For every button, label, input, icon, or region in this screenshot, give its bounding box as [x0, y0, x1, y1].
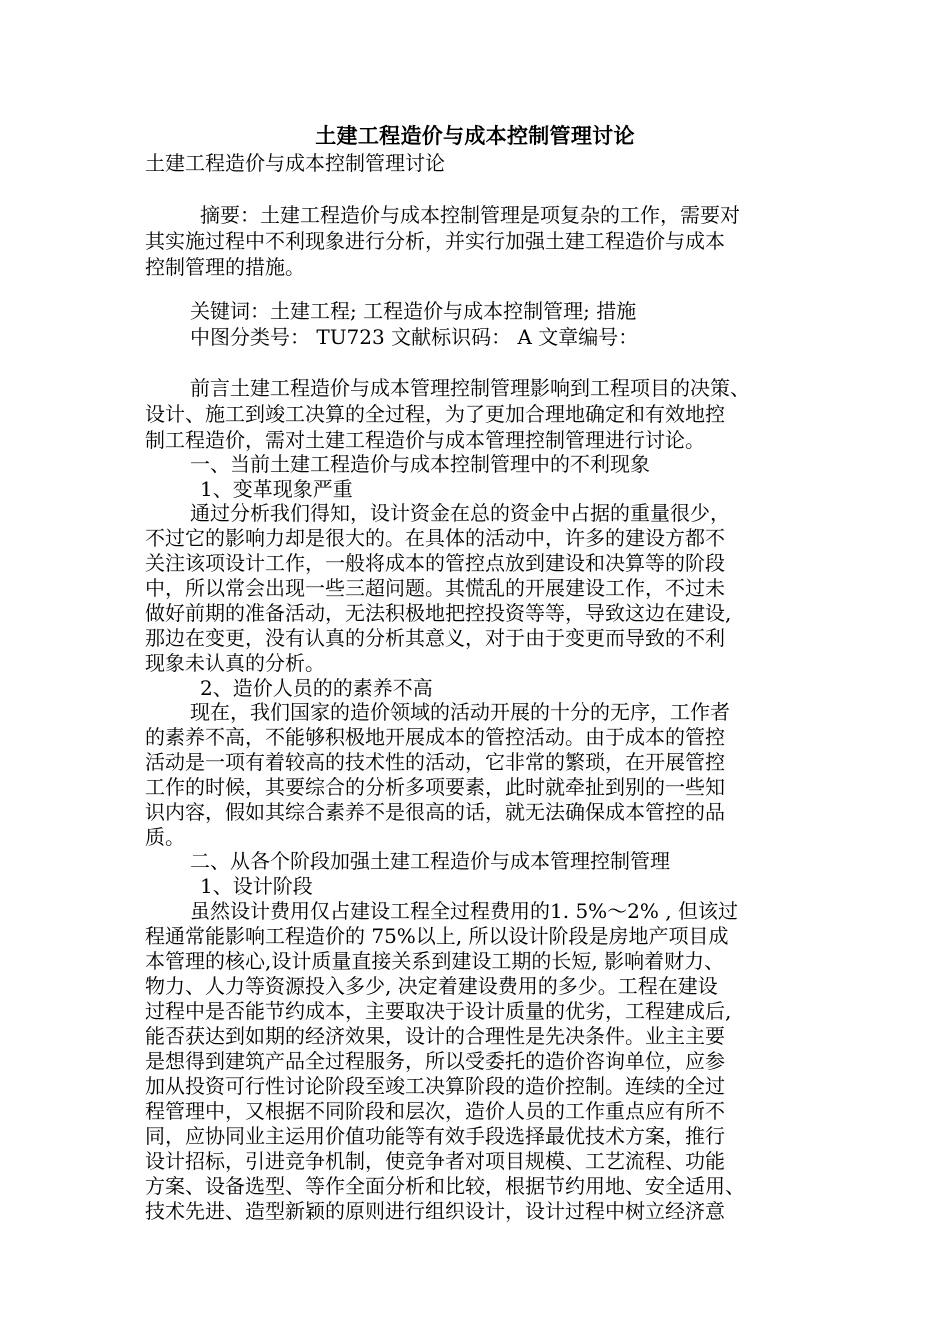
abstract-line: 其实施过程中不利现象进行分析，并实行加强土建工程造价与成本 [145, 229, 725, 253]
body-line: 识内容，假如其综合素养不是很高的话，就无法确保成本管控的品 [145, 800, 725, 824]
subsection-heading: 2、造价人员的的素养不高 [200, 676, 433, 700]
intro-line: 设计、施工到竣工决算的全过程，为了更加合理地确定和有效地控 [145, 402, 725, 426]
body-line: 过程中是否能节约成本，主要取决于设计质量的优劣，工程建成后, [145, 999, 732, 1023]
body-line: 设计招标，引进竞争机制，使竞争者对项目规模、工艺流程、功能 [145, 1149, 725, 1173]
document-subtitle: 土建工程造价与成本控制管理讨论 [145, 151, 445, 175]
section-heading: 一、当前土建工程造价与成本控制管理中的不利现象 [190, 452, 650, 476]
body-line: 虽然设计费用仅占建设工程全过程费用的1. 5%～2% , 但该过 [190, 899, 738, 923]
body-line: 不过它的影响力却是很大的。在具体的活动中，许多的建设方都不 [145, 526, 725, 550]
body-line: 做好前期的准备活动，无法积极地把控投资等等，导致这边在建设, [145, 601, 732, 625]
body-line: 关注该项设计工作，一般将成本的管控点放到建设和决算等的阶段 [145, 551, 725, 575]
body-line: 技术先进、造型新颖的原则进行组织设计，设计过程中树立经济意 [145, 1199, 725, 1223]
body-line: 的素养不高，不能够积极地开展成本的管控活动。由于成本的管控 [145, 725, 725, 749]
body-line: 能否获达到如期的经济效果，设计的合理性是先决条件。业主主要 [145, 1024, 725, 1048]
body-line: 现象未认真的分析。 [145, 651, 325, 675]
body-line: 是想得到建筑产品全过程服务，所以受委托的造价咨询单位，应参 [145, 1049, 725, 1073]
body-line: 工作的时候，其要综合的分析多项要素，此时就牵扯到别的一些知 [145, 775, 725, 799]
body-line: 质。 [145, 825, 185, 849]
body-line: 方案、设备选型、等作全面分析和比较，根据节约用地、安全适用、 [145, 1174, 745, 1198]
body-line: 活动是一项有着较高的技术性的活动，它非常的繁琐，在开展管控 [145, 750, 725, 774]
body-line: 物力、人力等资源投入多少, 决定着建设费用的多少。工程在建设 [145, 974, 718, 998]
subsection-heading: 1、设计阶段 [200, 874, 313, 898]
body-line: 程通常能影响工程造价的 75%以上, 所以设计阶段是房地产项目成 [145, 924, 729, 948]
body-line: 同，应协同业主运用价值功能等有效手段选择最优技术方案，推行 [145, 1124, 725, 1148]
classification-line: 中图分类号： TU723 文献标识码： A 文章编号： [190, 325, 639, 349]
body-line: 通过分析我们得知，设计资金在总的资金中占据的重量很少， [190, 501, 730, 525]
section-heading: 二、从各个阶段加强土建工程造价与成本管理控制管理 [190, 849, 670, 873]
intro-line: 制工程造价，需对土建工程造价与成本管理控制管理进行讨论。 [145, 428, 705, 452]
body-line: 本管理的核心,设计质量直接关系到建设工期的长短, 影响着财力、 [145, 949, 725, 973]
document-title: 土建工程造价与成本控制管理讨论 [315, 123, 635, 148]
intro-line: 前言土建工程造价与成本管理控制管理影响到工程项目的决策、 [190, 376, 750, 400]
body-line: 那边在变更，没有认真的分析其意义，对于由于变更而导致的不利 [145, 626, 725, 650]
body-line: 程管理中，又根据不同阶段和层次，造价人员的工作重点应有所不 [145, 1099, 725, 1123]
subsection-heading: 1、变革现象严重 [200, 477, 353, 501]
abstract-line: 摘要：土建工程造价与成本控制管理是项复杂的工作，需要对 [200, 203, 740, 227]
body-line: 加从投资可行性讨论阶段至竣工决算阶段的造价控制。连续的全过 [145, 1074, 725, 1098]
body-line: 现在，我们国家的造价领域的活动开展的十分的无序，工作者 [190, 700, 730, 724]
abstract-line: 控制管理的措施。 [145, 255, 305, 279]
keywords-line: 关键词：土建工程; 工程造价与成本控制管理; 措施 [190, 299, 637, 323]
body-line: 中，所以常会出现一些三超问题。其慌乱的开展建设工作，不过未 [145, 576, 725, 600]
